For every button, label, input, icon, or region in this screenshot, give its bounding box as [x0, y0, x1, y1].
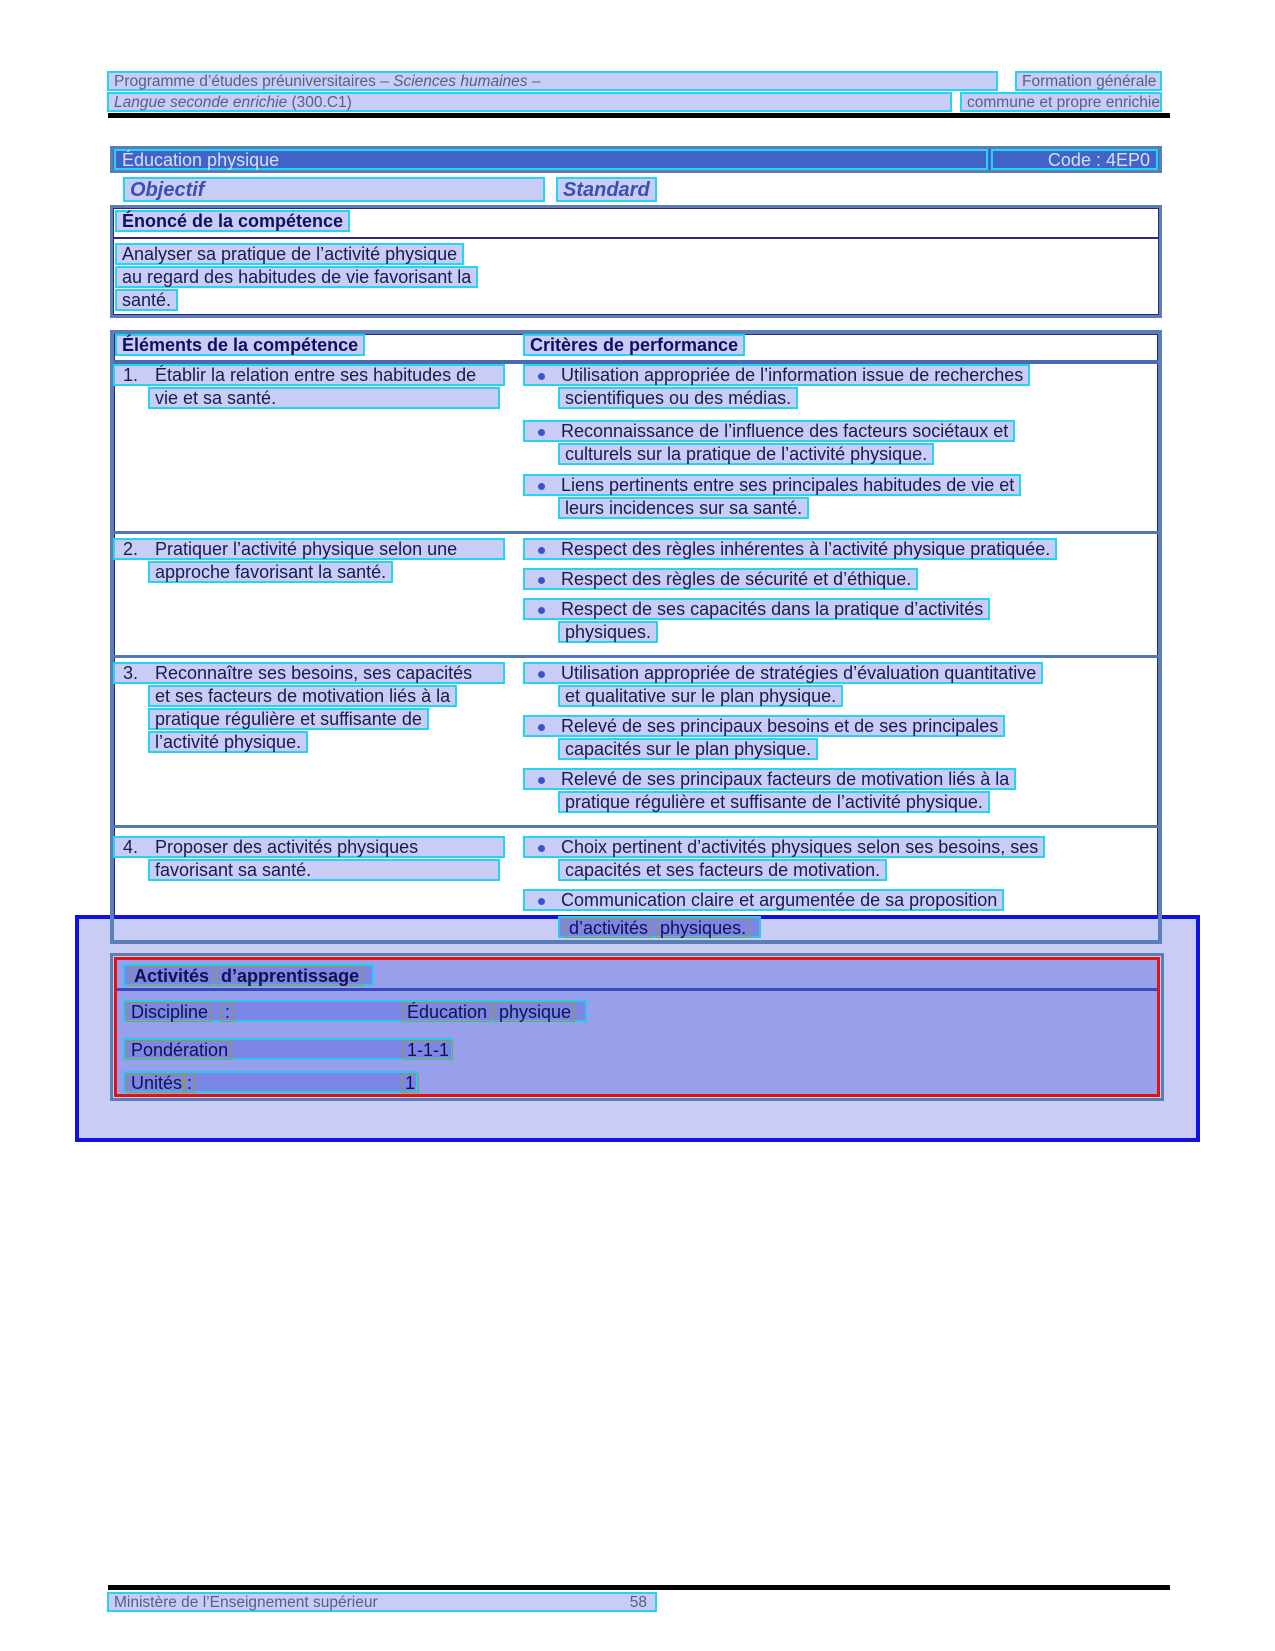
enonce-title: Énoncé de la compétence — [115, 210, 350, 232]
element-row-2-line-2: approche favorisant la santé. — [148, 561, 393, 583]
header-rule — [108, 113, 1170, 118]
criteria-3-3-line-1 — [523, 768, 1016, 790]
bullet-icon — [538, 483, 545, 490]
footer-text: Ministère de l’Enseignement supérieur — [114, 1594, 378, 1611]
criteria-1-1-line-2: scientifiques ou des médias. — [558, 387, 798, 409]
criteria-3-1-line-1 — [523, 662, 1043, 684]
field-label: Discipline — [127, 1003, 212, 1022]
criteria-1-2-line-2: culturels sur la pratique de l’activité physique. — [558, 443, 934, 465]
field-label: Unités — [127, 1074, 186, 1093]
criteria-text: Relevé de ses principaux facteurs de motivation liés à la — [561, 769, 1010, 789]
word-box: d’apprentissage — [217, 967, 363, 986]
col-header-elements: Éléments de la compétence — [115, 334, 365, 356]
header-line-2-left — [107, 92, 952, 112]
element-text: Proposer des activités physiques — [155, 837, 419, 857]
criteria-1-3-line-1 — [523, 474, 1021, 496]
bullet-icon — [538, 845, 545, 852]
enonce-divider — [114, 237, 1158, 239]
footer-rule — [108, 1585, 1170, 1590]
criteria-4-2-line-2 — [558, 916, 761, 938]
bullet-icon — [538, 577, 545, 584]
course-code: Code : 4EP0 — [991, 149, 1158, 170]
bullet-icon — [538, 373, 545, 380]
field-value: physique — [495, 1003, 575, 1022]
row-number: 4. — [123, 837, 139, 857]
header-text: (300.C1) — [287, 94, 352, 111]
activites-section — [110, 953, 1164, 1101]
word-box: d’activités — [565, 919, 652, 938]
field-colon: : — [183, 1074, 196, 1093]
col-header-criteres: Critères de performance — [523, 334, 745, 356]
row-divider — [114, 655, 1158, 658]
field-value: 1 — [401, 1074, 419, 1093]
row-divider — [114, 825, 1158, 828]
header-line-1-left — [107, 71, 998, 91]
header-line-2-right: commune et propre enrichie — [960, 92, 1162, 112]
criteria-text: Relevé de ses principaux besoins et de ses principales — [561, 716, 999, 736]
criteria-4-1-line-2: capacités et ses facteurs de motivation. — [558, 859, 887, 881]
element-text: Établir la relation entre ses habitudes de — [155, 365, 477, 385]
criteria-text: Communication claire et argumentée de sa proposition — [561, 890, 998, 910]
element-row-3-line-4: l’activité physique. — [148, 731, 308, 753]
criteria-text: Respect des règles de sécurité et d’éthique. — [561, 569, 912, 589]
page-number: 58 — [629, 1594, 647, 1611]
criteria-3-3-line-2: pratique régulière et suffisante de l’activité physique. — [558, 791, 990, 813]
objectif-label: Objectif — [123, 177, 545, 202]
criteria-text: Utilisation appropriée de l’information issue de recherches — [561, 365, 1024, 385]
criteria-2-1-line-1 — [523, 538, 1057, 560]
element-row-2-line-1 — [113, 538, 505, 560]
element-row-4-line-2: favorisant sa santé. — [148, 859, 500, 881]
criteria-1-1-line-1 — [523, 364, 1030, 386]
bullet-icon — [538, 547, 545, 554]
criteria-3-2-line-1 — [523, 715, 1005, 737]
header-text: Programme d’études préuniversitaires – — [114, 73, 394, 90]
element-row-3-line-1 — [113, 662, 505, 684]
bullet-icon — [538, 429, 545, 436]
criteria-text: Utilisation appropriée de stratégies d’évaluation quantitative — [561, 663, 1037, 683]
criteria-text: Reconnaissance de l’influence des facteurs sociétaux et — [561, 421, 1009, 441]
bullet-icon — [538, 724, 545, 731]
field-unites — [123, 1071, 418, 1093]
element-text: Reconnaître ses besoins, ses capacités — [155, 663, 473, 683]
header-line-1-right: Formation générale — [1015, 71, 1162, 91]
bullet-icon — [538, 671, 545, 678]
criteria-text: Respect de ses capacités dans la pratique d’activités — [561, 599, 984, 619]
criteria-3-2-line-2: capacités sur le plan physique. — [558, 738, 818, 760]
activites-divider — [117, 988, 1157, 991]
field-ponderation — [123, 1038, 453, 1060]
element-row-3-line-3: pratique régulière et suffisante de — [148, 708, 429, 730]
row-number: 3. — [123, 663, 139, 683]
element-row-1-line-2: vie et sa santé. — [148, 387, 500, 409]
bullet-icon — [538, 898, 545, 905]
criteria-2-2-line-1 — [523, 568, 918, 590]
field-value: Éducation — [403, 1003, 491, 1022]
criteria-4-2-line-1 — [523, 889, 1004, 911]
field-discipline — [123, 1000, 587, 1022]
footer — [107, 1592, 657, 1612]
criteria-1-3-line-2: leurs incidences sur sa santé. — [558, 497, 809, 519]
criteria-1-2-line-1 — [523, 420, 1015, 442]
word-box: physiques. — [656, 919, 750, 938]
field-colon: : — [221, 1003, 234, 1022]
word-box: Activités — [130, 967, 213, 986]
header-text-italic: Langue seconde enrichie — [114, 94, 288, 111]
course-title: Éducation physique — [114, 149, 988, 170]
enonce-line-1: Analyser sa pratique de l’activité physique — [115, 243, 464, 265]
criteria-2-3-line-2: physiques. — [558, 621, 658, 643]
field-value: 1-1-1 — [403, 1041, 453, 1060]
criteria-text: Choix pertinent d’activités physiques selon ses besoins, ses — [561, 837, 1039, 857]
row-divider — [114, 531, 1158, 534]
bullet-icon — [538, 777, 545, 784]
criteria-3-1-line-2: et qualitative sur le plan physique. — [558, 685, 843, 707]
activites-title — [123, 964, 374, 986]
criteria-text: Liens pertinents entre ses principales habitudes de vie et — [561, 475, 1015, 495]
criteria-text: Respect des règles inhérentes à l’activité physique pratiquée. — [561, 539, 1051, 559]
field-label: Pondération — [127, 1041, 232, 1060]
standard-label: Standard — [556, 177, 657, 202]
row-number: 2. — [123, 539, 139, 559]
criteria-4-1-line-1 — [523, 836, 1045, 858]
element-row-3-line-2: et ses facteurs de motivation liés à la — [148, 685, 457, 707]
red-annotation-box — [114, 957, 1160, 1097]
element-row-1-line-1 — [113, 364, 505, 386]
criteria-2-3-line-1 — [523, 598, 990, 620]
enonce-line-2: au regard des habitudes de vie favorisant la — [115, 266, 478, 288]
element-row-4-line-1 — [113, 836, 505, 858]
enonce-line-3: santé. — [115, 289, 178, 311]
bullet-icon — [538, 607, 545, 614]
row-number: 1. — [123, 365, 139, 385]
element-text: Pratiquer l’activité physique selon une — [155, 539, 458, 559]
header-text-italic: Sciences humaines – — [393, 73, 541, 90]
